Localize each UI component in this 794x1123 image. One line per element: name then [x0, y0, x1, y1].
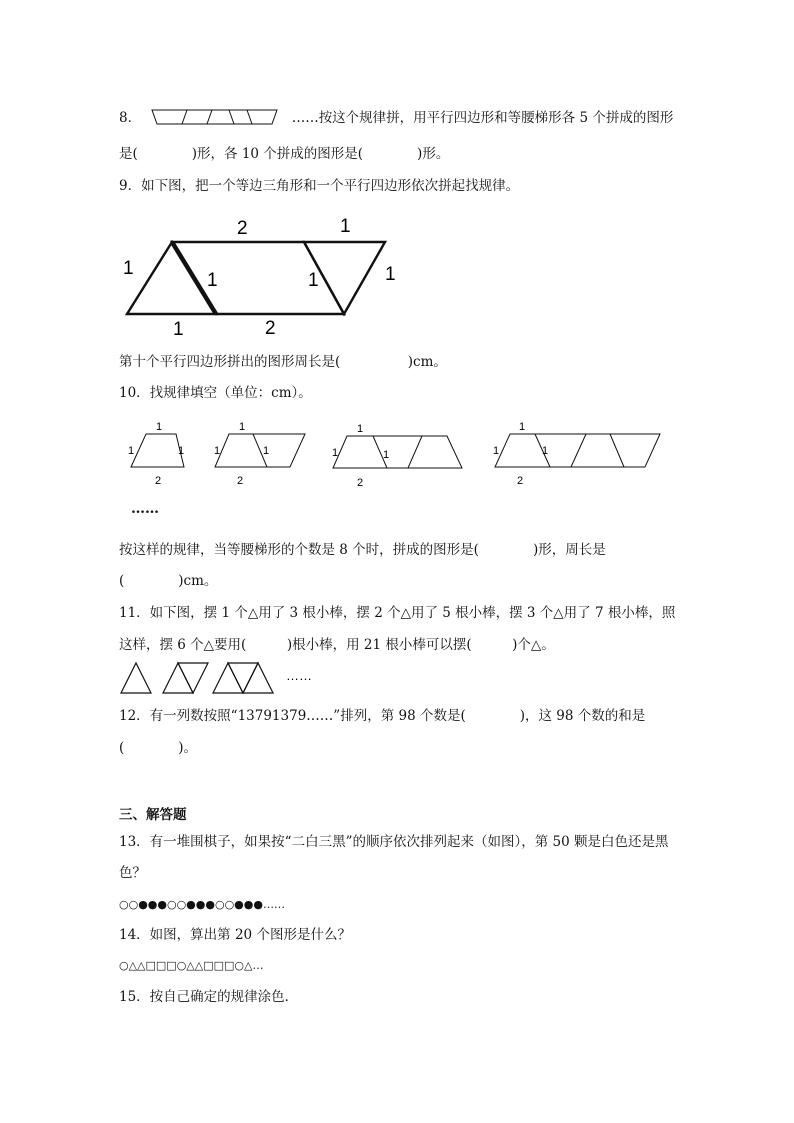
q8-line-b: 是( )形，各 10 个拼成的图形是( )形。	[119, 146, 450, 162]
q10-fig1-right: 1	[178, 445, 185, 457]
q8-number: 8．	[119, 110, 142, 126]
q8-pattern-figure	[151, 109, 279, 125]
q10-line-b: ( )cm。	[119, 573, 218, 589]
q11-line-a: 11．如下图，摆 1 个△用了 3 根小棒，摆 2 个△用了 5 根小棒，摆 3 个△用了 7 根小棒，照	[119, 605, 676, 621]
q10-fig3-inner: 1	[383, 449, 390, 461]
q10-fig3-left: 1	[332, 447, 339, 459]
q10-fig1-top: 1	[156, 421, 163, 433]
q9-text: 9．如下图，把一个等边三角形和一个平行四边形依次拼起找规律。	[119, 178, 520, 194]
q9-label-inner-left: 1	[207, 270, 218, 291]
q9-label-top-right: 1	[340, 216, 351, 237]
q9-label-top-mid: 2	[237, 218, 248, 239]
q9-label-bottom-left: 1	[173, 319, 184, 340]
q10-fig1-bottom: 2	[155, 475, 162, 487]
q9-figure	[115, 210, 405, 340]
q10-fig4-bottom: 2	[517, 475, 524, 487]
q12-line-a: 12．有一列数按照“13791379……”排列，第 98 个数是( )，这 98 个数的和是	[119, 708, 646, 724]
q10-fig2-top: 1	[239, 421, 246, 433]
q11-ellipsis: ……	[286, 668, 312, 683]
q8-line-a	[119, 109, 673, 127]
q10-fig2-inner: 1	[263, 445, 270, 457]
q10-fig3-top: 1	[357, 423, 364, 435]
q15-text: 15．按自己确定的规律涂色．	[119, 989, 299, 1005]
q11-line-b: 这样，摆 6 个△要用( )根小棒，用 21 根小棒可以摆( )个△。	[119, 637, 555, 653]
q13-sequence: ○○●●●○○●●●○○●●●……	[119, 898, 285, 911]
q14-text: 14．如图，算出第 20 个图形是什么？	[119, 927, 351, 943]
q10-fig1-left: 1	[128, 445, 135, 457]
q13-line-a: 13．有一堆围棋子，如果按“二白三黑”的顺序依次排列起来（如图），第 50 颗是白色还是黑	[119, 834, 669, 850]
q10-fig3-bottom: 2	[357, 477, 364, 489]
q12-line-b: ( )。	[119, 740, 198, 756]
q9-label-left: 1	[123, 258, 134, 279]
q10-fig2-left: 1	[214, 445, 221, 457]
q10-text: 10．找规律填空（单位：cm）。	[119, 385, 312, 401]
q9-label-bottom-mid: 2	[265, 318, 276, 339]
q14-sequence: ○△△□□□○△△□□□○△…	[119, 959, 264, 972]
q10-ellipsis: ……	[131, 501, 159, 517]
q10-fig4-left: 1	[493, 445, 500, 457]
section-3-title: 三、解答题	[119, 807, 187, 823]
q10-fig2-bottom: 2	[237, 475, 244, 487]
q10-fig4-inner: 1	[542, 445, 549, 457]
q10-line-a: 按这样的规律，当等腰梯形的个数是 8 个时，拼成的图形是( )形，周长是	[119, 542, 606, 558]
q11-triangle-figures	[118, 660, 328, 696]
q13-line-b: 色？	[119, 865, 146, 881]
q9-label-right: 1	[385, 264, 396, 285]
q10-figures	[125, 418, 670, 493]
q9-question: 第十个平行四边形拼出的图形周长是( )cm。	[119, 354, 447, 370]
q10-fig4-top: 1	[519, 421, 526, 433]
q9-label-inner-right: 1	[308, 270, 319, 291]
q8-text-a: ……按这个规律拼，用平行四边形和等腰梯形各 5 个拼成的图形	[291, 110, 674, 126]
